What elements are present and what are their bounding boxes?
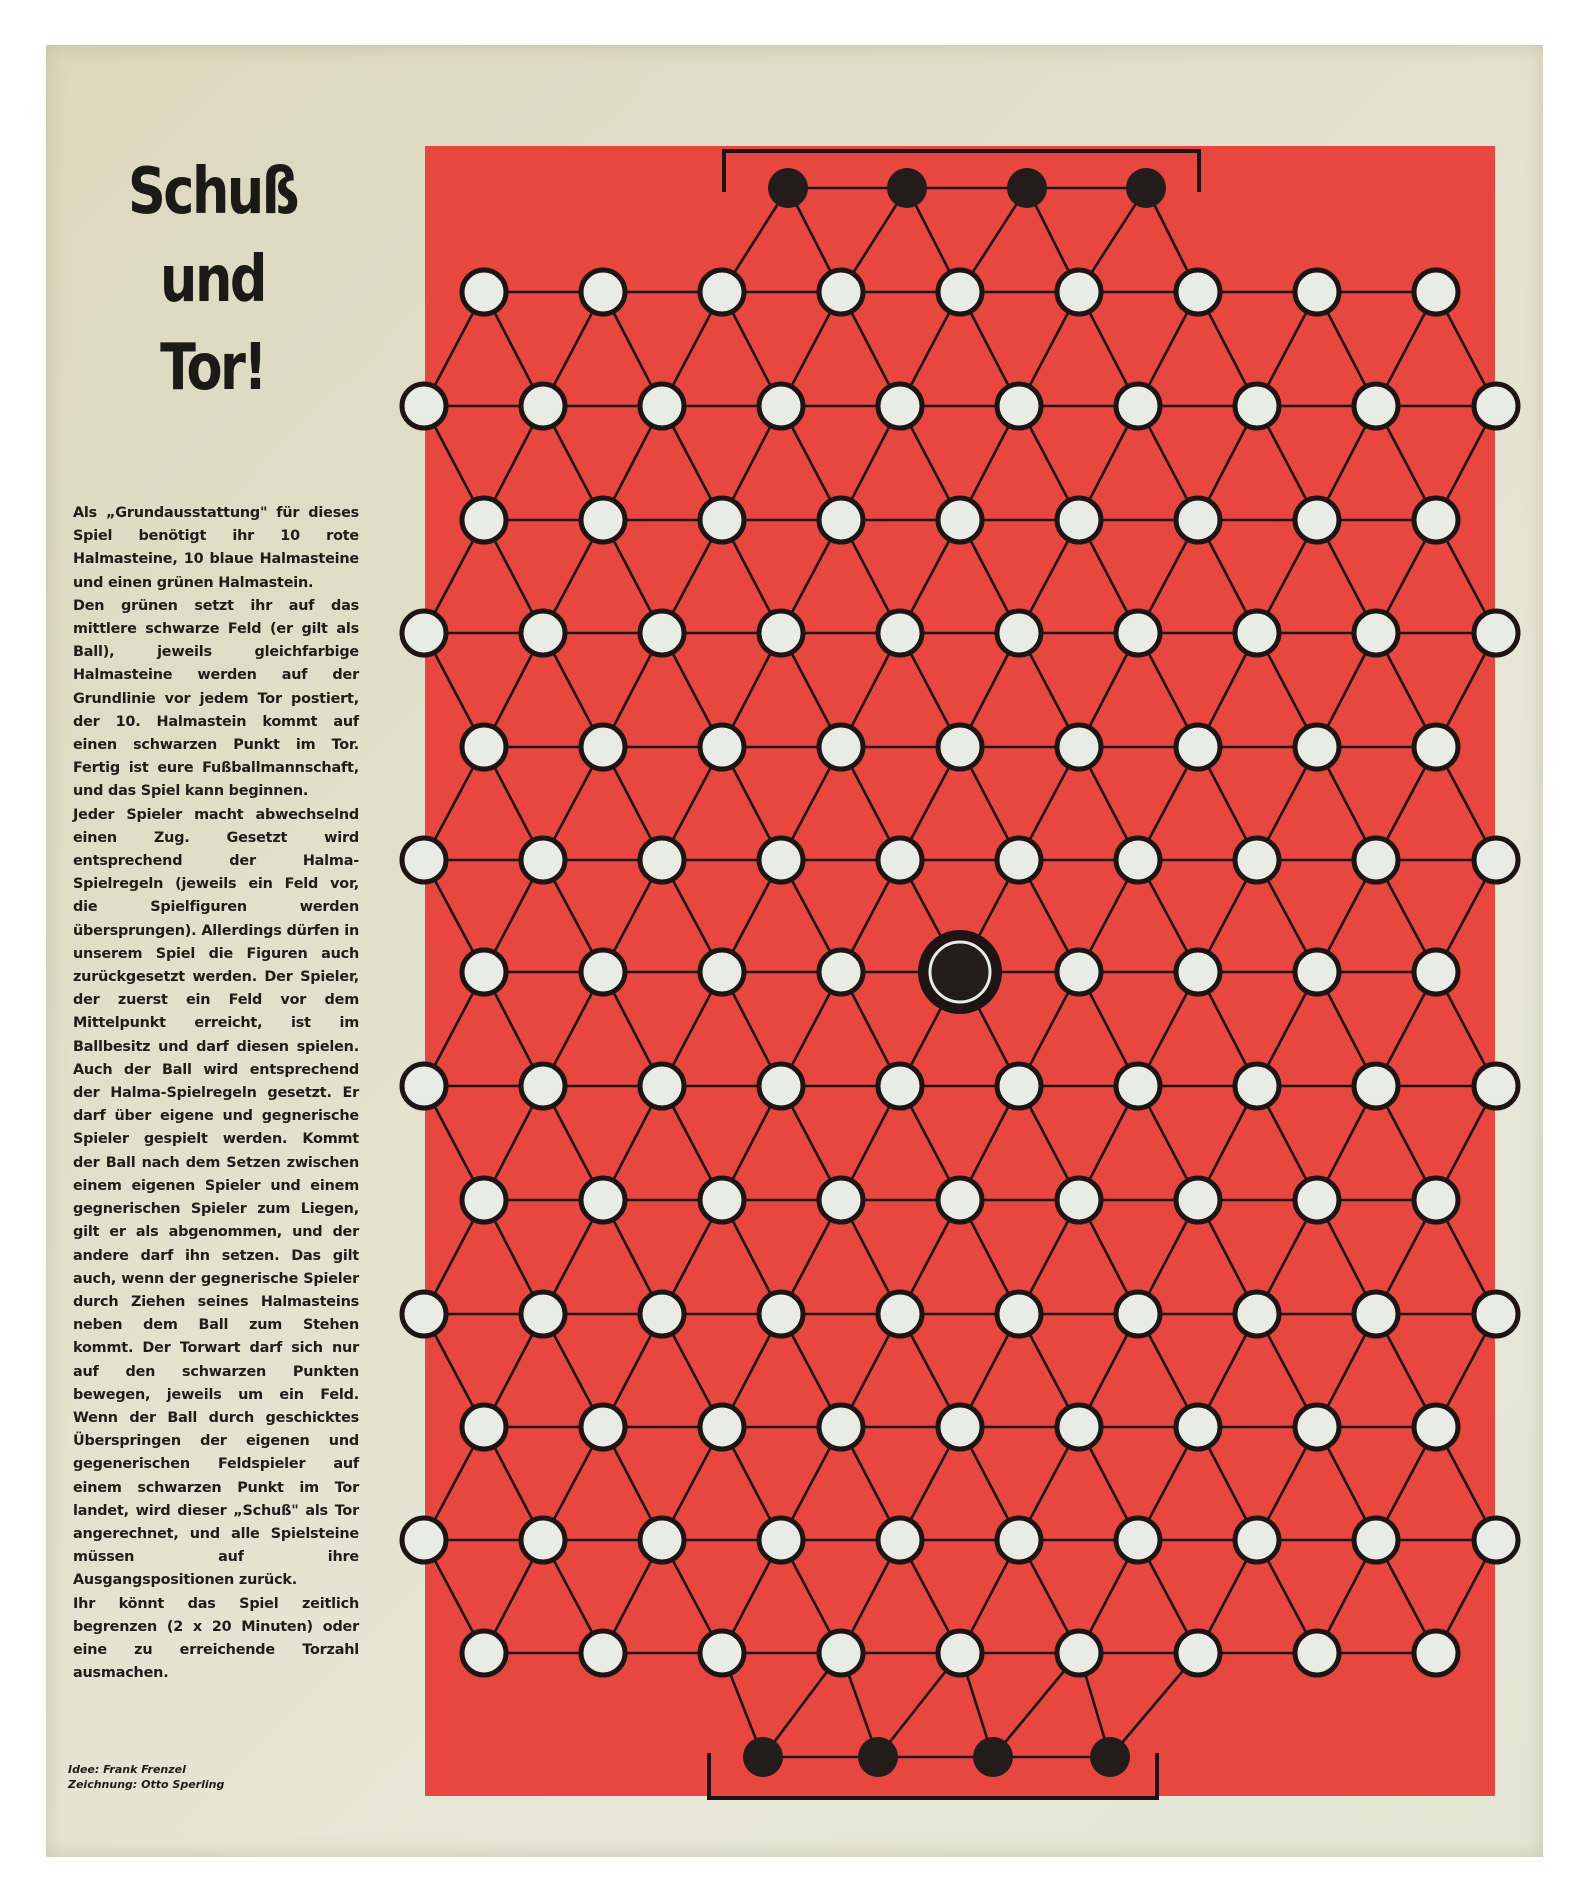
board-hole[interactable] (521, 384, 565, 428)
board-hole[interactable] (1474, 1064, 1518, 1108)
board-hole[interactable] (1235, 1064, 1279, 1108)
board-hole[interactable] (1057, 498, 1101, 542)
board-hole[interactable] (1295, 1405, 1339, 1449)
board-hole[interactable] (997, 384, 1041, 428)
board-hole[interactable] (1235, 1292, 1279, 1336)
board-hole[interactable] (700, 1178, 744, 1222)
board-hole[interactable] (997, 1292, 1041, 1336)
board-hole[interactable] (462, 1178, 506, 1222)
board-hole[interactable] (819, 1405, 863, 1449)
board-hole[interactable] (1414, 498, 1458, 542)
goalkeeper-point[interactable] (1090, 1737, 1130, 1777)
board-hole[interactable] (462, 270, 506, 314)
credit-idea: Idee: Frank Frenzel (68, 1763, 186, 1776)
board-hole[interactable] (462, 725, 506, 769)
board-hole[interactable] (878, 384, 922, 428)
board-hole[interactable] (878, 838, 922, 882)
board-hole[interactable] (1354, 384, 1398, 428)
board-hole[interactable] (1057, 1405, 1101, 1449)
board-hole[interactable] (581, 498, 625, 542)
board-hole[interactable] (1176, 270, 1220, 314)
board-hole[interactable] (402, 1518, 446, 1562)
goalkeeper-point[interactable] (1007, 168, 1047, 208)
board-hole[interactable] (1176, 498, 1220, 542)
board-hole[interactable] (1176, 1178, 1220, 1222)
board-hole[interactable] (1414, 950, 1458, 994)
board-hole[interactable] (700, 1405, 744, 1449)
board-hole[interactable] (759, 838, 803, 882)
board-hole[interactable] (700, 498, 744, 542)
board-hole[interactable] (1176, 1631, 1220, 1675)
board-hole[interactable] (581, 725, 625, 769)
title-line-2: und (160, 243, 265, 317)
board-hole[interactable] (1414, 1405, 1458, 1449)
board-hole[interactable] (521, 1518, 565, 1562)
board-hole[interactable] (938, 1178, 982, 1222)
board-hole[interactable] (878, 611, 922, 655)
board-hole[interactable] (1176, 1405, 1220, 1449)
board-hole[interactable] (1474, 1518, 1518, 1562)
board-hole[interactable] (1116, 611, 1160, 655)
board-hole[interactable] (1235, 384, 1279, 428)
title-line-1: Schuß (127, 155, 298, 229)
board-hole[interactable] (759, 384, 803, 428)
goalkeeper-point[interactable] (1126, 168, 1166, 208)
board-hole[interactable] (1295, 1178, 1339, 1222)
board-hole[interactable] (1414, 1178, 1458, 1222)
goalkeeper-point[interactable] (743, 1737, 783, 1777)
board-hole[interactable] (640, 611, 684, 655)
board-hole[interactable] (878, 1064, 922, 1108)
board-hole[interactable] (1295, 950, 1339, 994)
board-hole[interactable] (997, 611, 1041, 655)
board-hole[interactable] (402, 1292, 446, 1336)
board-hole[interactable] (581, 1631, 625, 1675)
board-hole[interactable] (997, 1064, 1041, 1108)
board-hole[interactable] (581, 950, 625, 994)
board-hole[interactable] (1354, 611, 1398, 655)
board-hole[interactable] (1414, 725, 1458, 769)
board-hole[interactable] (1057, 1631, 1101, 1675)
board-hole[interactable] (521, 838, 565, 882)
board-hole[interactable] (462, 498, 506, 542)
board-hole[interactable] (938, 270, 982, 314)
board-hole[interactable] (1235, 1518, 1279, 1562)
rules-paragraph-equipment: Als „Grundausstattung" für dieses Spiel benötigt ihr 10 rote Halmasteine, 10 blaue Halmasteine und einen grünen Halmastein. (73, 505, 359, 591)
board-hole[interactable] (1414, 1631, 1458, 1675)
board-hole[interactable] (1057, 270, 1101, 314)
board-hole[interactable] (1057, 1178, 1101, 1222)
board-hole[interactable] (759, 1064, 803, 1108)
title-line-3: Tor! (160, 331, 265, 405)
board-hole[interactable] (819, 950, 863, 994)
board-hole[interactable] (1354, 1292, 1398, 1336)
board-hole[interactable] (997, 838, 1041, 882)
board-hole[interactable] (1057, 725, 1101, 769)
board-hole[interactable] (1176, 725, 1220, 769)
board-hole[interactable] (521, 1292, 565, 1336)
board-hole[interactable] (1414, 270, 1458, 314)
board-hole[interactable] (819, 270, 863, 314)
board-hole[interactable] (700, 725, 744, 769)
credit-drawing: Zeichnung: Otto Sperling (68, 1778, 225, 1791)
board-hole[interactable] (1176, 950, 1220, 994)
board-hole[interactable] (462, 1405, 506, 1449)
board-hole[interactable] (1295, 270, 1339, 314)
goalkeeper-point[interactable] (973, 1737, 1013, 1777)
board-hole[interactable] (819, 498, 863, 542)
board-hole[interactable] (759, 1518, 803, 1562)
board-hole[interactable] (1354, 838, 1398, 882)
board-hole[interactable] (581, 1178, 625, 1222)
board-hole[interactable] (1474, 611, 1518, 655)
board-hole[interactable] (938, 1631, 982, 1675)
board-hole[interactable] (581, 1405, 625, 1449)
board-hole[interactable] (1235, 838, 1279, 882)
rules-paragraph-play: Jeder Spieler macht abwechselnd einen Zug. Gesetzt wird entsprechend der Halma-Spielregeln (jeweils ein Feld vor, die Spielfiguren werden übersprungen). Allerdings dürfen in unserem Spiel die Figuren auch zurückgesetzt werden. Der Spieler, der zuerst ein Feld vor dem Mittelpunkt erreicht, ist im Ballbesitz und darf diesen spielen. Auch der Ball wird entsprechend der Halma-Spielregeln gesetzt. Er darf über eigene und gegnerische Spieler gespielt werden. Kommt der Ball nach dem Setzen zwischen einem eigenen Spieler und einem gegnerischen Spieler zum Liegen, gilt er als abgenommen, und der andere darf ihn setzen. Das gilt auch, wenn der gegnerische Spieler durch Ziehen seines Halmasteins neben dem Ball zum Stehen kommt. Der Torwart darf sich nur auf den schwarzen Punkten bewegen, jeweils um ein Feld. Wenn der Ball durch geschicktes Überspringen der eigenen und gegenerischen Feldspieler auf einem schwarzen Punkt im Tor landet, wird dieser „Schuß" als Tor angerechnet, und alle Spielsteine müssen auf ihre Ausgangspositionen zurück. (73, 806, 359, 1589)
board-hole[interactable] (938, 1405, 982, 1449)
board-hole[interactable] (640, 838, 684, 882)
board-hole[interactable] (700, 1631, 744, 1675)
board-hole[interactable] (402, 384, 446, 428)
board-hole[interactable] (640, 1064, 684, 1108)
board-hole[interactable] (462, 1631, 506, 1675)
board-hole[interactable] (402, 838, 446, 882)
board-hole[interactable] (819, 1178, 863, 1222)
board-hole[interactable] (878, 1292, 922, 1336)
goalkeeper-point[interactable] (887, 168, 927, 208)
board-hole[interactable] (1057, 950, 1101, 994)
goalkeeper-point[interactable] (858, 1737, 898, 1777)
board-hole[interactable] (1474, 1292, 1518, 1336)
center-ball-ring (930, 942, 990, 1002)
board-hole[interactable] (938, 498, 982, 542)
board-hole[interactable] (1235, 611, 1279, 655)
rules-paragraph-setup: Den grünen setzt ihr auf das mittlere schwarze Feld (er gilt als Ball), jeweils gleichfarbige Halmasteine werden auf der Grundlinie vor jedem Tor postiert, der 10. Halmastein kommt auf einen schwarzen Punkt im Tor. Fertig ist eure Fußballmannschaft, und das Spiel kann beginnen. (73, 597, 359, 800)
board-hole[interactable] (1116, 384, 1160, 428)
goalkeeper-point[interactable] (768, 168, 808, 208)
board-hole[interactable] (1295, 498, 1339, 542)
board-hole[interactable] (878, 1518, 922, 1562)
board-hole[interactable] (1295, 1631, 1339, 1675)
board-hole[interactable] (819, 1631, 863, 1675)
board-hole[interactable] (997, 1518, 1041, 1562)
board-hole[interactable] (402, 1064, 446, 1108)
board-hole[interactable] (1116, 1518, 1160, 1562)
board-hole[interactable] (402, 611, 446, 655)
board-hole[interactable] (1116, 838, 1160, 882)
board-hole[interactable] (1116, 1064, 1160, 1108)
board-hole[interactable] (759, 1292, 803, 1336)
board-hole[interactable] (1354, 1518, 1398, 1562)
board-hole[interactable] (819, 725, 863, 769)
board-hole[interactable] (700, 270, 744, 314)
rules-paragraph-duration: Ihr könnt das Spiel zeitlich begrenzen (2 x 20 Minuten) oder eine zu erreichende Torzahl ausmachen. (73, 1595, 359, 1682)
board-hole[interactable] (1474, 838, 1518, 882)
board-hole[interactable] (462, 950, 506, 994)
board-hole[interactable] (1354, 1064, 1398, 1108)
board-hole[interactable] (521, 1064, 565, 1108)
board-hole[interactable] (581, 270, 625, 314)
board-hole[interactable] (640, 384, 684, 428)
board-hole[interactable] (938, 725, 982, 769)
board-hole[interactable] (521, 611, 565, 655)
board-hole[interactable] (1295, 725, 1339, 769)
board-hole[interactable] (640, 1518, 684, 1562)
board-hole[interactable] (759, 611, 803, 655)
board-hole[interactable] (1116, 1292, 1160, 1336)
board-hole[interactable] (640, 1292, 684, 1336)
board-hole[interactable] (1474, 384, 1518, 428)
board-hole[interactable] (700, 950, 744, 994)
